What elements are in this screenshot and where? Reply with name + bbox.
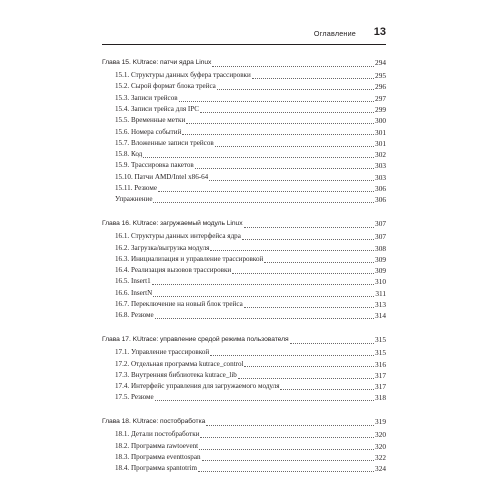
toc-chapter-entry[interactable] bbox=[102, 333, 386, 346]
toc-section-title: 15.11. Резюме bbox=[102, 183, 158, 194]
book-page bbox=[102, 0, 386, 500]
toc-section-title: 16.7. Переключение на новый блок трейса bbox=[102, 299, 244, 310]
toc-section-page: 300 bbox=[375, 116, 386, 126]
toc-leader-dots bbox=[242, 231, 374, 242]
toc-chapter-page: 319 bbox=[375, 417, 386, 427]
toc-section-entry[interactable] bbox=[102, 452, 386, 463]
toc-leader-dots bbox=[155, 310, 374, 321]
toc-section-page: 324 bbox=[375, 464, 386, 474]
toc-section-page: 309 bbox=[375, 266, 386, 276]
toc-leader-dots bbox=[252, 70, 374, 81]
toc-leader-dots bbox=[209, 172, 374, 183]
toc-section-entry[interactable] bbox=[102, 392, 386, 403]
toc-leader-dots bbox=[264, 254, 374, 265]
toc-section-title: 15.3. Записи трейсов bbox=[102, 93, 179, 104]
toc-leader-dots bbox=[217, 81, 374, 92]
toc-leader-dots bbox=[143, 149, 374, 160]
toc-section-title: 16.1. Структуры данных интерфейса ядра bbox=[102, 231, 242, 242]
toc-leader-dots bbox=[238, 370, 374, 381]
toc-section-page: 303 bbox=[375, 172, 386, 182]
toc-section-title: 17.4. Интерфейс управления для загружаемого модуля bbox=[102, 381, 280, 392]
toc-section-title: 17.1. Управление трассировкой bbox=[102, 347, 210, 358]
toc-section-title: Упражнение bbox=[102, 194, 153, 205]
toc-leader-dots bbox=[206, 417, 374, 428]
toc-leader-dots bbox=[232, 265, 374, 276]
toc-leader-dots bbox=[200, 429, 374, 440]
toc-leader-dots bbox=[153, 194, 374, 205]
toc-section-entry[interactable] bbox=[102, 70, 386, 81]
toc-leader-dots bbox=[215, 138, 374, 149]
page-number: 13 bbox=[373, 26, 386, 38]
toc-section-page: 296 bbox=[375, 82, 386, 92]
toc-section-page: 317 bbox=[375, 370, 386, 380]
toc-section-entry[interactable] bbox=[102, 347, 386, 358]
toc-section-title: 18.2. Программа rawtoevent bbox=[102, 441, 199, 452]
toc-section-page: 311 bbox=[375, 288, 386, 298]
toc-section-entry[interactable] bbox=[102, 265, 386, 276]
toc-leader-dots bbox=[212, 58, 374, 69]
toc-chapter-title: Глава 17. KUtrace: управление средой режима пользователя bbox=[102, 333, 290, 346]
toc-section-title: 16.5. Insert1 bbox=[102, 276, 152, 287]
toc-leader-dots bbox=[195, 160, 374, 171]
toc-section-page: 301 bbox=[375, 127, 386, 137]
toc-chapter-page: 294 bbox=[375, 58, 386, 67]
toc-section-page: 299 bbox=[375, 104, 386, 114]
toc-section-entry[interactable] bbox=[102, 115, 386, 126]
toc-section-entry[interactable] bbox=[102, 429, 386, 440]
toc-section-entry[interactable] bbox=[102, 299, 386, 310]
toc-section-entry[interactable] bbox=[102, 149, 386, 160]
toc-section-title: 17.3. Внутренняя библиотека kutrace_lib bbox=[102, 370, 238, 381]
toc-section-title: 15.6. Номера событий bbox=[102, 127, 182, 138]
toc-section-page: 322 bbox=[375, 452, 386, 462]
toc-section-entry[interactable] bbox=[102, 93, 386, 104]
toc-section-title: 15.2. Сырой формат блока трейса bbox=[102, 81, 217, 92]
running-head-title: Оглавление bbox=[313, 29, 356, 38]
toc-chapter-entry[interactable] bbox=[102, 56, 386, 69]
toc-section-page: 313 bbox=[375, 300, 386, 310]
toc-leader-dots bbox=[290, 335, 375, 346]
toc-leader-dots bbox=[210, 347, 374, 358]
toc-section-title: 16.2. Загрузка/выгрузка модуля bbox=[102, 243, 210, 254]
toc-section-title: 16.6. InsertN bbox=[102, 288, 153, 299]
toc-chapter-entry[interactable] bbox=[102, 217, 386, 230]
toc-section-entry[interactable] bbox=[102, 276, 386, 287]
toc-section-page: 308 bbox=[375, 243, 386, 253]
toc-section-entry[interactable] bbox=[102, 359, 386, 370]
toc-leader-dots bbox=[244, 299, 374, 310]
toc-chapter bbox=[102, 415, 386, 474]
toc-chapter-page: 307 bbox=[375, 219, 386, 229]
toc-section-page: 307 bbox=[375, 232, 386, 242]
toc-section-title: 18.4. Программа spantotrim bbox=[102, 463, 198, 474]
toc-section-entry[interactable] bbox=[102, 243, 386, 254]
toc-chapter-page: 315 bbox=[375, 335, 386, 345]
toc-section-page: 320 bbox=[375, 441, 386, 451]
toc-section-entry[interactable] bbox=[102, 138, 386, 149]
toc-leader-dots bbox=[158, 183, 374, 194]
toc-section-entry[interactable] bbox=[102, 194, 386, 205]
toc-section-page: 320 bbox=[375, 430, 386, 440]
toc-section-entry[interactable] bbox=[102, 104, 386, 115]
toc-section-page: 310 bbox=[375, 277, 386, 287]
toc-section-title: 17.5. Резюме bbox=[102, 392, 155, 403]
toc-section-entry[interactable] bbox=[102, 370, 386, 381]
toc-section-title: 15.8. Код bbox=[102, 149, 143, 160]
toc-chapter-title: Глава 15. KUtrace: патчи ядра Linux bbox=[102, 56, 212, 69]
toc-section-title: 15.9. Трассировка пакетов bbox=[102, 160, 195, 171]
toc-section-entry[interactable] bbox=[102, 441, 386, 452]
toc-leader-dots bbox=[186, 115, 374, 126]
toc-section-page: 314 bbox=[375, 311, 386, 321]
toc-section-page: 318 bbox=[375, 393, 386, 403]
toc-chapter bbox=[102, 333, 386, 404]
toc-section-entry[interactable] bbox=[102, 463, 386, 474]
toc-section-page: 316 bbox=[375, 359, 386, 369]
toc-section-page: 306 bbox=[375, 184, 386, 194]
toc-section-entry[interactable] bbox=[102, 127, 386, 138]
toc-leader-dots bbox=[202, 452, 375, 463]
toc-section-title: 17.2. Отдельная программа kutrace_control bbox=[102, 359, 244, 370]
toc-section-entry[interactable] bbox=[102, 81, 386, 92]
toc-section-title: 15.10. Патчи AMD/Intel x86-64 bbox=[102, 172, 209, 183]
toc-leader-dots bbox=[210, 243, 374, 254]
toc-section-entry[interactable] bbox=[102, 160, 386, 171]
toc-leader-dots bbox=[182, 127, 374, 138]
toc-section-page: 309 bbox=[375, 254, 386, 264]
toc-leader-dots bbox=[155, 392, 374, 403]
toc-section-entry[interactable] bbox=[102, 183, 386, 194]
toc-section-title: 15.7. Вложенные записи трейсов bbox=[102, 138, 215, 149]
toc-section-title: 16.3. Инициализация и управление трассировкой bbox=[102, 254, 264, 265]
toc-leader-dots bbox=[244, 359, 374, 370]
toc-leader-dots bbox=[280, 381, 374, 392]
toc-section-page: 315 bbox=[375, 348, 386, 358]
toc-chapter-entry[interactable] bbox=[102, 415, 386, 428]
toc-section-title: 16.8. Резюме bbox=[102, 310, 155, 321]
toc-section-title: 15.1. Структуры данных буфера трассировки bbox=[102, 70, 252, 81]
header-rule bbox=[102, 44, 386, 45]
toc-section-title: 18.1. Детали постобработки bbox=[102, 429, 200, 440]
toc-chapter-title: Глава 18. KUtrace: постобработка bbox=[102, 415, 206, 428]
toc-leader-dots bbox=[198, 463, 374, 474]
toc-leader-dots bbox=[200, 104, 374, 115]
toc-leader-dots bbox=[153, 288, 374, 299]
toc-section-page: 302 bbox=[375, 150, 386, 160]
toc-leader-dots bbox=[244, 219, 375, 230]
toc-leader-dots bbox=[179, 93, 374, 104]
toc-section-page: 306 bbox=[375, 195, 386, 205]
toc-section-title: 15.4. Записи трейса для IPC bbox=[102, 104, 200, 115]
toc-section-entry[interactable] bbox=[102, 254, 386, 265]
toc-section-page: 317 bbox=[375, 382, 386, 392]
toc-section-title: 15.5. Временные метки bbox=[102, 115, 186, 126]
toc-section-entry[interactable] bbox=[102, 381, 386, 392]
toc-section-title: 16.4. Реализация вызовов трассировки bbox=[102, 265, 232, 276]
toc-chapter bbox=[102, 217, 386, 321]
toc-section-page: 297 bbox=[375, 93, 386, 103]
table-of-contents bbox=[102, 56, 386, 486]
toc-section-entry[interactable] bbox=[102, 231, 386, 242]
toc-leader-dots bbox=[199, 441, 374, 452]
toc-leader-dots bbox=[152, 276, 374, 287]
toc-section-entry[interactable] bbox=[102, 310, 386, 321]
toc-chapter bbox=[102, 56, 386, 206]
toc-section-entry[interactable] bbox=[102, 172, 386, 183]
toc-section-page: 301 bbox=[375, 138, 386, 148]
toc-section-entry[interactable] bbox=[102, 288, 386, 299]
toc-section-page: 303 bbox=[375, 161, 386, 171]
running-head bbox=[102, 26, 386, 40]
toc-chapter-title: Глава 16. KUtrace: загружаемый модуль Linux bbox=[102, 217, 244, 230]
toc-section-title: 18.3. Программа eventtospan bbox=[102, 452, 202, 463]
toc-section-page: 295 bbox=[375, 71, 386, 81]
